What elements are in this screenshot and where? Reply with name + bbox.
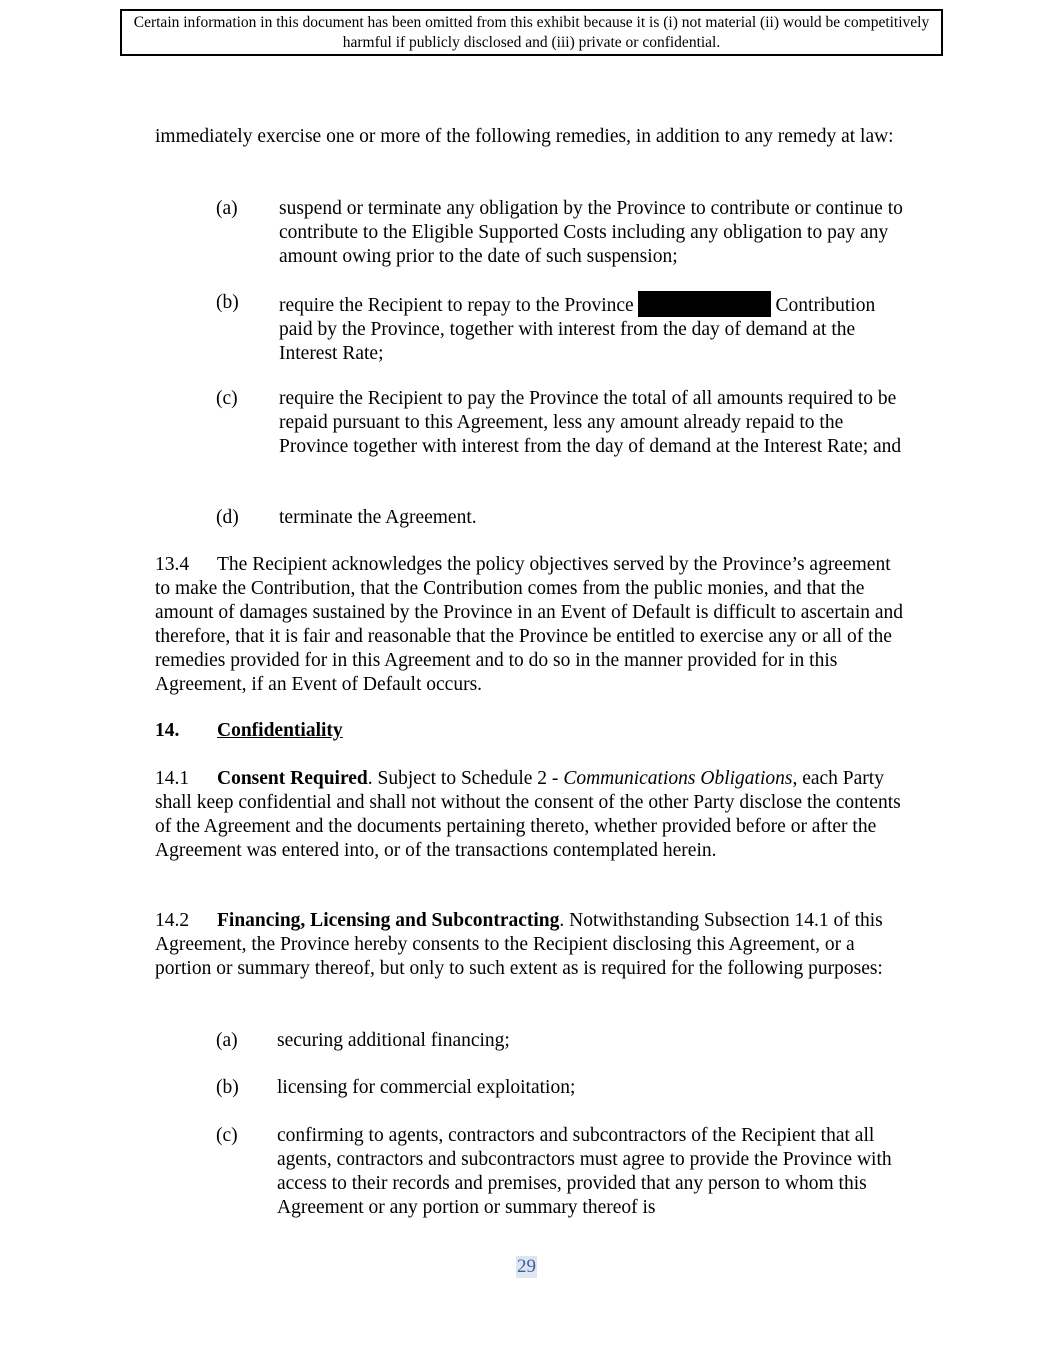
section-text-part: , each Party shall keep confidential and shall not without the consent of the other Party disclose the contents of the Agreement and the documents pertaining thereto, whether provided before or after the Agreement was entered into, or of the transactions contemplated herein. (155, 768, 901, 861)
page-number: 29 (517, 1256, 536, 1277)
list-label: (b) (216, 1077, 239, 1098)
list-label: (c) (216, 1125, 238, 1146)
list-text-before-redaction: require the Recipient to repay to the Province (279, 295, 634, 316)
section-13-4-paragraph (155, 553, 905, 697)
list-label: (c) (216, 388, 238, 409)
list-label: (a) (216, 1030, 238, 1051)
section-number: 14.2 (155, 910, 190, 931)
list-label: (b) (216, 292, 239, 313)
section-text: The Recipient acknowledges the policy objectives served by the Province’s agreement to make the Contribution, that the Contribution comes from the public monies, and that the amount of damages sustained by the Province in an Event of Default is difficult to ascertain and therefore, that it is fair and reasonable that the Province be entitled to exercise any or all of the remedies provided for in this Agreement and to do so in the manner provided for in this Agreement, if an Event of Default occurs. (155, 554, 904, 695)
list-text-after-redaction: Contribution paid by the Province, together with interest from the day of demand at the Interest Rate; (279, 295, 876, 364)
list-text: securing additional financing; (277, 1030, 510, 1051)
section-14-2-paragraph (155, 909, 905, 981)
section-text-part: . Subject to Schedule 2 - (367, 768, 564, 789)
section-text: . Notwithstanding Subsection 14.1 of this Agreement, the Province hereby consents to the Recipient disclosing this Agreement, or a portion or summary thereof, but only to such extent as is required for the following purposes: (155, 910, 883, 979)
list-text: require the Recipient to pay the Province the total of all amounts required to be repaid pursuant to this Agreement, less any amount already repaid to the Province together with interest from the day of demand at the Interest Rate; and (279, 388, 902, 457)
section-number: 14. (155, 720, 180, 741)
section-italic-reference: Communications Obligations (563, 768, 793, 789)
list-text: licensing for commercial exploitation; (277, 1077, 576, 1098)
section-title: Confidentiality (217, 720, 343, 741)
section-heading: Financing, Licensing and Subcontracting (217, 910, 560, 931)
list-text (279, 291, 906, 366)
omission-notice-box (120, 9, 943, 56)
section-number: 14.1 (155, 768, 190, 789)
list-text: suspend or terminate any obligation by the Province to contribute or continue to contribute to the Eligible Supported Costs including any obligation to pay any amount owing prior to the date of such suspension; (279, 198, 903, 267)
list-text: confirming to agents, contractors and subcontractors of the Recipient that all agents, contractors and subcontractors must agree to provide the Province with access to their records and premises, provided that any person to whom this Agreement or any portion or summary thereof is (277, 1125, 892, 1218)
list-label: (a) (216, 198, 238, 219)
omission-notice-text: Certain information in this document has been omitted from this exhibit because it is (i) not material (ii) would be competitively harmful if publicly disclosed and (iii) private or confidential. (133, 14, 930, 51)
section-heading: Consent Required (217, 768, 368, 789)
intro-paragraph: immediately exercise one or more of the following remedies, in addition to any remedy at law: (155, 126, 894, 147)
list-label: (d) (216, 507, 239, 528)
section-14-1-paragraph (155, 767, 905, 863)
list-text: terminate the Agreement. (279, 507, 477, 528)
section-number: 13.4 (155, 554, 190, 575)
redaction-box (638, 291, 771, 317)
